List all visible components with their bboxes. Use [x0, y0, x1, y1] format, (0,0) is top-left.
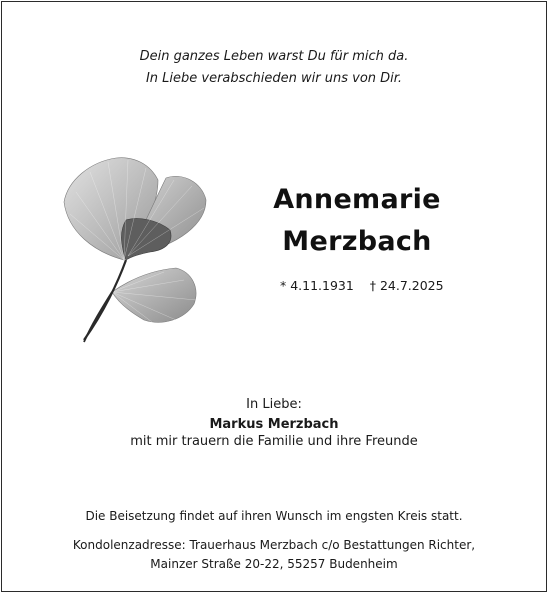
life-dates: * 4.11.1931 † 24.7.2025	[280, 278, 444, 293]
mourners-intro: In Liebe:	[246, 397, 302, 412]
mourner-name: Markus Merzbach	[209, 417, 339, 432]
burial-note: Die Beisetzung findet auf ihren Wunsch im engsten Kreis statt.	[85, 509, 463, 523]
deceased-first-name: Annemarie	[273, 184, 441, 215]
obituary-card	[1, 1, 547, 592]
condolence-address-line-2: Mainzer Straße 20-22, 55257 Budenheim	[150, 557, 398, 571]
deceased-last-name: Merzbach	[282, 226, 432, 257]
mourners-family: mit mir trauern die Familie und ihre Freunde	[130, 434, 418, 449]
ginkgo-leaf-icon	[54, 152, 214, 352]
quote-line-2: In Liebe verabschieden wir uns von Dir.	[145, 71, 403, 86]
quote-line-1: Dein ganzes Leben warst Du für mich da.	[139, 49, 409, 64]
condolence-address-line-1: Kondolenzadresse: Trauerhaus Merzbach c/o Bestattungen Richter,	[72, 538, 476, 552]
